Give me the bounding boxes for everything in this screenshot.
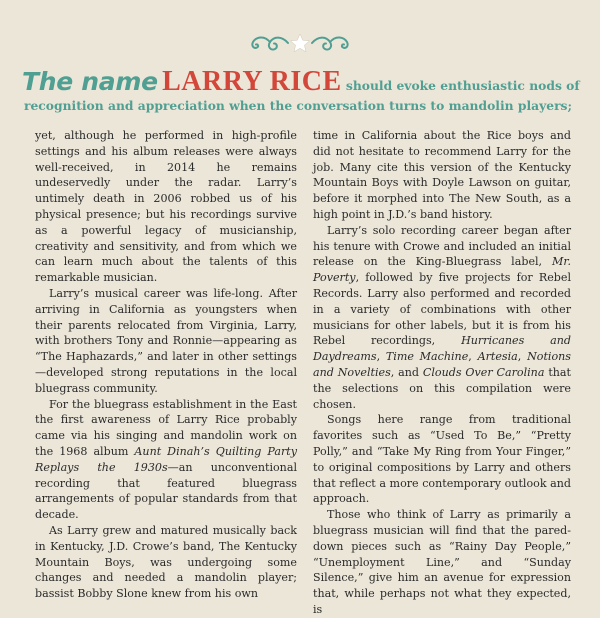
headline-name: LARRY RICE xyxy=(162,66,342,97)
headline xyxy=(22,66,582,116)
album-title-notions: Notions and Novelties xyxy=(313,350,571,379)
right-p2-text-b: , followed by five projects for Rebel Records. Larry also performed and recorded in a variety of combinations with other musicians for other labels, but it is from his Rebel recordings, xyxy=(313,271,571,348)
album-title-clouds: Clouds Over Carolina xyxy=(422,365,545,379)
left-p3-text-a: For the bluegrass establishment in the East the first awareness of Larry Rice probably came via his singing and mandolin work on the 1968 album xyxy=(35,397,297,458)
album-title-time-machine: Time Machine xyxy=(385,350,469,364)
right-paragraph-4: Those who think of Larry as primarily a bluegrass musician will find that the pared-down pieces such as “Rainy Day People,” “Unemployment Line,” and “Sunday Silence,” give him an avenue for expression that, while perhaps not what they expected, is xyxy=(313,508,571,616)
right-p2-sep-4: , and xyxy=(390,365,423,379)
right-p2-text-g: that the selections on this compilation were chosen. xyxy=(313,365,571,411)
left-paragraph-4: As Larry grew and matured musically back in Kentucky, J.D. Crowe’s band, The Kentucky Mountain Boys, was undergoing some changes and needed a mandolin player; bassist Bobby Slone knew from his own xyxy=(35,523,297,601)
headline-line-1 xyxy=(22,66,582,97)
right-paragraph-2 xyxy=(313,223,571,413)
left-paragraph-3 xyxy=(35,397,297,523)
left-paragraph-1: yet, although he performed in high-profile settings and his album releases were always well-received, in 2014 he remains undeservedly under the radar. Larry’s untimely death in 2006 robbed us of his physical presence; but his recordings survive as a powerful legacy of musicianship, creativity and sensitivity, and from which we can learn much about the talents of this remarkable musician. xyxy=(35,129,297,285)
right-paragraph-3: Songs here range from traditional favorites such as “Used To Be,” “Pretty Polly,” and “Take My Ring from Your Finger,” to original compositions by Larry and others that reflect a more contemporary outlook and approach. xyxy=(313,413,571,506)
album-title-aunt-dinah: Aunt Dinah’s Quilting Party Replays the 1930s xyxy=(35,444,297,474)
right-p2-text-a: Larry’s solo recording career began after his tenure with Crowe and included an initial release on the King-Bluegrass label, xyxy=(313,223,571,269)
album-title-mr-poverty: Mr. Poverty xyxy=(313,255,571,285)
right-p2-sep-2: , xyxy=(468,350,478,364)
left-column xyxy=(35,128,297,602)
headline-line1-rest: should evoke enthusiastic nods of xyxy=(345,78,580,93)
left-p3-text-b: —an unconventional recording that featured bluegrass arrangements of popular standards from that decade. xyxy=(35,460,297,522)
right-column xyxy=(313,128,571,618)
right-p2-sep-1: , xyxy=(376,350,386,364)
album-title-hurricanes: Hurricanes and Daydreams xyxy=(313,334,571,364)
right-p2-sep-3: , xyxy=(517,350,528,364)
headline-line-2: recognition and appreciation when the conversation turns to mandolin players; xyxy=(24,98,573,113)
headline-lead: The name xyxy=(22,67,158,96)
right-paragraph-1: time in California about the Rice boys and did not hesitate to recommend Larry for the job. Many cite this version of the Kentucky Mountain Boys with Doyle Lawson on guitar, before it morphed into The New South, as a high point in J.D.’s band history. xyxy=(313,129,571,221)
left-paragraph-2: Larry’s musical career was life-long. After arriving in California as youngsters when their parents relocated from Virginia, Larry, with brothers Tony and Ronnie—appearing as “The Haphazards,” and later in other settings—developed strong reputations in the local bluegrass community. xyxy=(35,286,297,395)
album-title-artesia: Artesia xyxy=(477,350,518,364)
star-scroll-ornament-icon xyxy=(248,30,352,56)
